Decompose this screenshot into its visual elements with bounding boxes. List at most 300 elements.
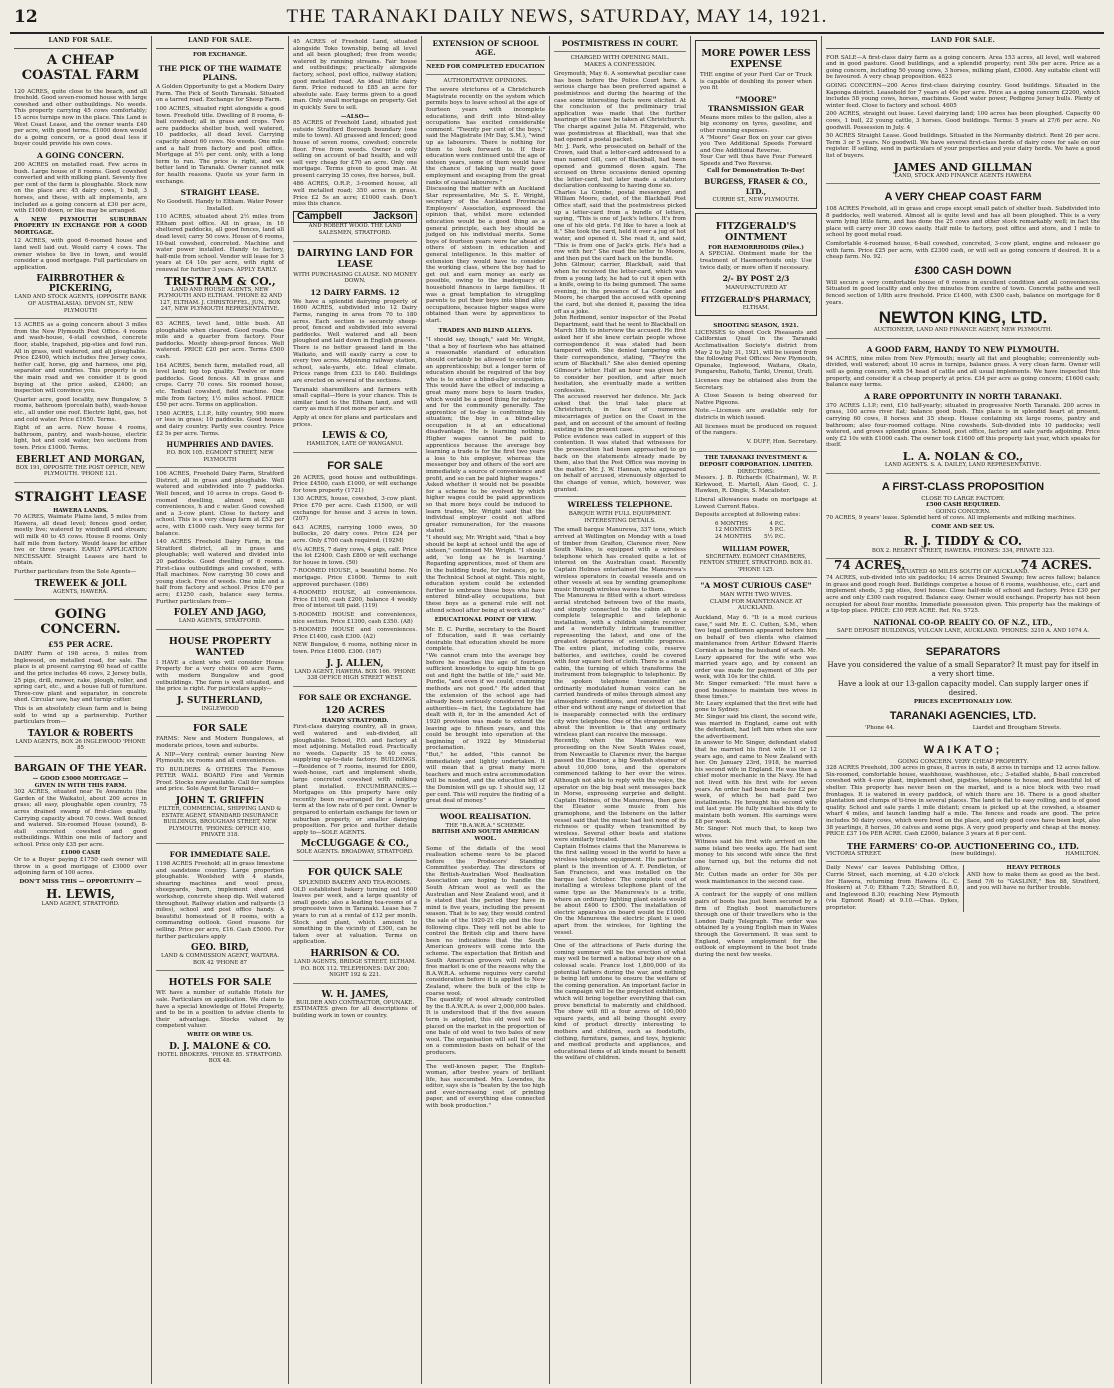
- agent-name: McCLUGGAGE & CO.,: [300, 839, 410, 850]
- ad-heading: FITZGERALD'S OINTMENT: [715, 220, 797, 243]
- article-paragraph: Mr. Cutten made an order for 30s per week maintenance in the second case.: [695, 872, 817, 885]
- agent-name: FAIRBROTHER & PICKERING,: [36, 274, 125, 295]
- agent-address: LAND & COMMISSION AGENT, WAITARA. BOX 42 'PHONE 87: [161, 953, 279, 966]
- ad-block: [156, 468, 284, 629]
- divider: [426, 1060, 545, 1061]
- agent-address: Liardet and Brougham Streets.: [972, 725, 1062, 732]
- column-6: [691, 36, 822, 1384]
- ad-paragraph: Will secure a very comfortable house of 6 rooms in excellent condition and all conveniences. Situated in good locality and only five minutes from centre of town. Concrete paths and well fenced section of 1/8th acre freehold. Price £1400, with £300 cash, balance on mortgage for 8 years.: [826, 279, 1100, 306]
- article-paragraph: "I should say, though," said Mr. Wright, "that a boy of fourteen who has attained a reasonable standard of education should certainly be allowed to enter into an apprenticeship; but a longer term of education should be required of the boy who is to enter a blind-alley occupation. This would have the effect of inducing a great many more boys to learn trades, which would be a good thing for industry and for the community generally. The apprentice of to-day is confronting his situation; the boy in a blind-alley occupation is at an educational disadvantage. He is learning nothing. Higher wages cannot be paid to apprentices because the average boy learning a trade is for the first two years a loss to his employer, whereas the messenger boy and others of the sort are immediately a source of convenience and profit, and so can be paid higher wages.": [426, 337, 545, 482]
- ad-paragraph: Further particulars from the Sole Agents—: [14, 569, 137, 576]
- rate-term: 24 MONTHS: [715, 533, 752, 540]
- ad-paragraph: Licenses may be obtained also from the Secretary.: [695, 378, 817, 391]
- ad-paragraph: 70 ACRES, Waimate Plains land, 5 miles from Hawera, all dead level; fences good order, mostly live; watered by windmill and stream; will milk 40 to 45 cows. House 8 rooms. Only half mile from factory. Would lease for either two or three years. EARLY APPLICATION NECESSARY. Straight Leases are hard to obtain.: [14, 514, 147, 567]
- ad-subheading: "MOORE" TRANSMISSION GEAR: [707, 94, 805, 113]
- ad-heading: FOR SALE OR EXCHANGE.: [298, 692, 412, 702]
- column-4: [422, 36, 550, 1384]
- article-subheadline: MAKES A CONFESSION.: [584, 61, 656, 68]
- section-heading: LAND FOR SALE.: [156, 36, 284, 49]
- ad-subheading: FOR HAEMORRHOIDS (Piles.): [708, 244, 804, 251]
- ad-block: [826, 339, 1100, 474]
- ad-paragraph: 74 ACRES, sub-divided into six paddocks; 14 acres Drained Swamp; few acres fallow; balance in grass and good rough feed. Buildings comprise a house of 6 rooms, washhouse, etc., cart and implement sheds, 3 pig sties, fowl house. Close half-mile of school and factory. Price £30 per acre and only £300 cash required. Balance easy. Owner would exchange. Property has not been occupied for about four months. Immediate possession given. This property has the makings of a tip-top place. PRICE: £30 PER ACRE. Ref. No. 5725.: [826, 575, 1100, 615]
- article-paragraph: Recently, when the Manurewa was proceeding on the New South Wales coast, from Newcastle to Clarence river, the barque passed the Eleanor, a big Swedish steamer of about 10,000 tons, and the operators commenced talking to her over the wires. Although not able to reply with the voice, the operator on the big boat sent messages back in Morse, expressing surprise and delight. Captain Holmes, of the Manurewa, then gave the Eleanor some music from his gramophone, and the listeners on the latter vessel said that the music had lost none of its richness or quality when transmitted by wireless. Several other boats and stations were similarly treated.: [554, 738, 686, 844]
- divider: [554, 51, 686, 52]
- agent-name: JAMES AND GILLMAN: [893, 160, 1033, 174]
- ad-block: [826, 559, 1100, 639]
- ad-block: [156, 630, 284, 718]
- ad-block: [293, 36, 417, 242]
- ad-heading: BARGAIN OF THE YEAR.: [14, 762, 147, 774]
- agent-address: LAND AGENT, HAWERA. BOX 166. 'PHONE 338 OFFICE HIGH STREET WEST.: [294, 668, 416, 682]
- petrol-ad: [963, 865, 1100, 911]
- column-1: [10, 36, 152, 1384]
- rate-term: 12 MONTHS: [715, 527, 752, 534]
- ad-paragraph: 106 ACRES, Freehold Dairy Farm, Stratford District, all in grass and ploughable. Well watered and subdivided into 7 paddocks. Well fenced, and 10 acres in crops. Good 6-roomed dwelling, almost new, all conveniences, h and c water. Good cowshed and a 3-cow plant. Close to factory and school. This is a very cheap farm at £52 per acre, with £1000 cash. Very easy terms for balance.: [156, 471, 284, 537]
- ad-subheading: DIRECTORS:: [737, 468, 775, 475]
- ad-paragraph: AND how to make them as good as the best. Send 7/6 to "GASLINE," Box 88, Stratford, and you will have no further trouble.: [967, 871, 1100, 892]
- ad-heading: A VERY CHEAP COAST FARM: [884, 191, 1042, 204]
- ad-block: [293, 687, 417, 861]
- article-paragraph: Mr. J. Park, who prosecuted on behalf of the Crown, said that a letter-card addressed to a man named Gill, care of Blackball, had been opened and gummed down again. The accused on three occasions denied opening the letter-card, but later made a statutory declaration confessing to having done so.: [554, 143, 686, 190]
- agent-phone: 'Phone 44.: [864, 725, 895, 732]
- rate-row: [715, 527, 785, 534]
- rate-value: 5½ P.C.: [763, 533, 785, 540]
- divider: [426, 60, 545, 61]
- ad-paragraph: DAIRY Farm of 198 acres, 5 miles from Inglewood, on metalled road, for sale. The place is at present carrying 60 head of cattle and the price includes 46 cows, 2 Jersey bulls, 25 pigs, drill, mower, rake, plough, roller, and spring cart, etc., and a house full of furniture. Three-cow plant and separator, in concrete shed. Circular saw, hay and turnip cutter.: [14, 651, 147, 704]
- ad-block: [826, 474, 1100, 560]
- ad-heading: A RARE OPPORTUNITY IN NORTH TARANAKI.: [864, 391, 1062, 401]
- ad-paragraph: 63 ACRES, level land, little bush. All ploughable when cleared. Good roads. One mile and a quarter from factory. Four paddocks. Mostly sheep-proof fences. Well watered. PRICE £20 per acre. Terms £500 cash.: [156, 321, 284, 360]
- ad-paragraph: 328 ACRES Freehold, 300 acres in grass, 8 acres in oats, 8 acres in turnips and 12 acres fallow. Six-roomed, comfortable house, washhouse, washhouse, etc.; 3-stalled stable, 8-bail concreted cowshed with 4-cow plant, implement shed, pigsties, telephone to house, and beautiful lot of shelter. This property has never been on the market, and is a nice block with two road frontages. It is watered in every paddock, of which there are 16. There is a good shelter plantation and clumps of ti-tree in several places. The land is flat to easy rolling, and is of good quality. School and sale yards 1 mile distant; cream is picked up at the cowshed, a steamer wharf 4 miles, and launch landing half a mile. The fences and roads are good. The price includes 50 dairy cows, which were bred on the place, and only good cows have been kept, also 38 yearlings, 8 horses, 36 calves and some pigs. A very good property and cheap at the money. PRICE £37 10s PER ACRE. Cash £2000, balance 3 years at 6 per cent.: [826, 765, 1100, 838]
- ad-subheading: GOING CONCERN.: [935, 508, 991, 515]
- ad-text: [14, 86, 147, 320]
- ad-block: [14, 483, 147, 601]
- ad-block: [14, 757, 147, 912]
- agent-name: TREWEEK & JOLL: [34, 578, 127, 589]
- ad-subheading: COME AND SEE US.: [931, 523, 995, 530]
- agent-address: ELTHAM.: [742, 304, 770, 311]
- ad-paragraph: First-class dairying country, all in grass, well watered and sub-divided, all ploughable. School, P.O. and factory at most adjoining. Metalled road. Practically no weeds. Capacity 35 to 40 cows, supplying up-to-date factory. BUILDINGS.—Residence of 7 rooms, insured for £800, wash-house, cart and implement sheds, large concreted cowshed with milking plant installed. ENCUMBRANCES.—Mortgages on this property have only recently been re-arranged for a lengthy term at the low rate of 6 per cent. Owner is prepared to entertain exchange for town or suburban property, or smaller dairying proposition. For price and further details apply to—SOLE AGENTS.: [293, 724, 417, 836]
- agent-address: SECRETARY. EGMONT CHAMBERS, FENTON STREET, STRATFORD. BOX 81. 'PHONE 125.: [699, 553, 813, 573]
- ad-heading: GOING CONCERN.: [40, 607, 121, 638]
- column-5: [550, 36, 691, 1384]
- ad-paragraph: No Goodwill. Handy to Eltham. Water Power Installed.: [156, 199, 284, 212]
- divider: [554, 939, 686, 940]
- ad-paragraph: 370 ACRES L.I.P.; rent, £10 half-yearly; situated in progressive North Taranaki. 200 acres in grass, 100 acres river flat; balance good bush. This place is in splendid heart at present, carrying 60 cows, 8 horses and 35 sheep. House containing six large rooms, pantry and bathroom; also four-roomed cottage. Nine cowsheds. Sub-divided into 10 paddocks; well watered, and grows splendid grass. School, post office, factory and sale yards adjoining. Price only £2 10s with £1000 cash. The owner took £1600 off this property last year, which speaks for itself.: [826, 402, 1100, 449]
- ad-heading: A FIRST-CLASS PROPOSITION: [881, 480, 1045, 493]
- article-paragraph: The Manurewa is fitted with a short wireless aerial stretched between two of the masts, and simply connected to the cabin aft is a complete telegraphic and telephonic installation, with a childish simple receiver and a wonderfully intricate transmitter, representing the latest, and one of the greatest departures of scientific progress. The entire plant, including coils, reserve batteries, and switches, could be covered with four square feet of cloth. There is a small cabin, the turning of which transforms the instrument from telegraphic to telephonic. By the spoken telephone transmitter an ordinarily modulated human voice can be carried hundreds of miles through almost any atmospheric conditions, and received at the other end without any range of distortion that is inseparably connected with the ordinary city wire telephone. One of the strangest facts about the invention is that any ordinary wireless plant can receive the message.: [554, 593, 686, 738]
- ad-paragraph: Quarter acre, good locality, new Bungalow, 5 rooms, bathroom (porcelain bath), wash-house etc., all under one roof. Electric light, gas, hot and cold water. Price £1650. Terms.: [14, 396, 147, 423]
- ad-block: [14, 319, 147, 482]
- ad-heading: FOR SALE: [192, 723, 248, 735]
- ad-paragraph: 110 ACRES, situated about 2½ miles from Eltham post office. All in grass, in 16 sheltered paddocks, all good fences, land all dead level; carry 50 cows. House of 6 rooms, 10-bail cowshed, concreted. Machine and water power installed. Handy to factory, half-mile from school. Vendor will lease for 3 years at £4 10s per acre, with right of renewal for further 3 years. APPLY EARLY.: [156, 214, 284, 274]
- article-paragraph: Mr. Singer said his client, the second wife, was married in England, came out with the defendant, had left him when she saw the advertisement.: [695, 713, 817, 740]
- ad-subheading: GIVEN IN WITH THIS FARM.: [34, 782, 127, 789]
- agent-address: HAMILTON.: [1065, 850, 1100, 857]
- agent-address: LAND, STOCK AND FINANCE AGENTS HAWERA: [894, 172, 1032, 179]
- ad-heading: 120 ACRES: [324, 704, 386, 716]
- ad-paragraph: I HAVE a client who will consider House Property for a very choice 60 acre Farm, with modern Bungalow and good outbuildings. The farm is well situated, and the price is right. For particulars apply—: [156, 659, 284, 693]
- ad-block: [293, 242, 417, 453]
- ad-paragraph: 100 ACRES, situated right alongside a good town. Freehold title. Dwelling of 8 rooms, 6-bail cowshed; all in grass and crops. Two acre paddocks shelter bush, well watered, 10 paddocks, all dead level. Carrying capacity about 60 cows. No weeds. One mile and a half from factory and post office. Mortgage at 5½ per cent. only, with a long term to run. The price is right, and we better land in Taranaki. Owner cannot milk for health reasons. Quote us your farm in exchange.: [156, 105, 284, 185]
- agent-address: SOLE AGENTS. BROADWAY, STRATFORD.: [296, 849, 414, 856]
- ad-paragraph: We have a splendid dairying property of 1600 ACRES, subdivided into 12 Dairy Farms, ranging in area from 70 to 180 acres. Each section is securely sheep-proof, fenced and subdivided into several paddocks. Well watered and all been ploughed and laid down in English grasses. There is no better grassed land in the Waikato, and will easily carry a cow to every two acres. Adjoining railway station, school, sale-yards, etc. Ideal climate. Prices range from £33 to £40. Buildings are erected on several of the sections.: [293, 298, 417, 384]
- ad-block: [695, 320, 817, 452]
- article-headline: EXTENSION OF SCHOOL AGE.: [432, 39, 539, 57]
- ad-heading: STRAIGHT LEASE: [14, 489, 147, 505]
- ad-paragraph: A NEW PLYMOUTH SUBURBAN PROPERTY IN EXCHANGE FOR A GOOD MORTGAGE.: [14, 216, 147, 236]
- divider: [426, 74, 545, 75]
- agent-name: L. A. NOLAN & CO.,: [902, 449, 1024, 463]
- article-subheadline: CLAIM FOR MAINTENANCE AT AUCKLAND.: [709, 598, 803, 612]
- agent-name: BURGESS, FRASER & CO., LTD.,: [704, 177, 808, 197]
- agent-address: LAND AGENTS, BRIDGE STREET, ELTHAM. P.O. BOX 112. TELEPHONES: DAY 200; NIGHT 192 & 221.: [294, 958, 416, 979]
- article-paragraph: Greymouth, May 6. A somewhat peculiar case has been before the Police Court here. A serious charge has been preferred against a postmistress and during the hearing of the case some interesting facts were elicited. At the conclusion of the preliminary trial application was made that the further hearings of the case be taken at Christchurch. The charge against Julia M. Fitzgerald, who was postmistress at Blackball, was that she had opened a postal packet.: [554, 71, 686, 144]
- ad-paragraph: 302 ACRES, situated near Te Awamutu (the Garden of the Waikato), about 200 acres in grass; all easy, ploughable open country, 75 acres drained swamp of first-class quality. Carrying capacity about 70 cows. Well fenced and watered. Six-roomed House (sound), 8-stall concreted cowshed and good outbuildings. Within one mile of factory and school. Price only £35 per acre.: [14, 789, 147, 848]
- ad-paragraph: A Golden Opportunity to get a Modern Dairy Farm. The Pick of South Taranaki. Situated on a tarred road. Exchange for Sheep Farm.: [156, 84, 284, 104]
- agent-address: AUCTIONEER, LAND AND FINANCE AGENT, NEW PLYMOUTH.: [873, 327, 1053, 334]
- article-paragraph: Discussing the matter with an Auckland Star representative, Mr. S. E. Wright, secretary of the Auckland Provincial Employers' Association, expressed the opinion that, whilst more extended education would be a good thing as a general principle, each boy should be judged on his individual merits. Some boys of fourteen years were far ahead of others of sixteen in education and general intelligence. In this matter of extension they would have to consider the working class, where the boy had to get out and earn money as early as possible, owing to the inadequacy of household finances in large families. It was a great temptation to struggling parents to put their boys into blind alley occupations, because higher wages were obtained than were by apprentices to start.: [426, 186, 545, 324]
- notice-paragraph: Daily News' car leaves Publishing Office, Currie Street, each morning, at 4.20 o'clock for Hawera, returning from Hawera (L. C. Hoskern) at 7.0; Eltham 7.25; Stratford 8.0, and Inglewood 8.30; reaching New Plymouth (via Egmont Road) at 9.10.—Chas. Dykes, proprietor.: [826, 865, 959, 911]
- ad-block: [156, 844, 284, 971]
- ad-subheading: HAWERA LANDS.: [53, 507, 108, 514]
- ad-heading: HOUSE PROPERTY WANTED: [168, 635, 272, 658]
- article-paragraph: Some of the details of the wool realisation scheme were to be placed before the Producers' Standing Committee yesterday. The directors of the British-Australian Wool Realisation Association are hoping to handle the South African wool as well as the Australian and New Zealand wool, and it is stated that the period they have in mind is five years, including the present season. That is to say, they would control the sale of the 1920-21 clip and the four following clips. They will not be able to control the British clip and there have been no indications that the South American growers will come into the scheme. The expectation that British and South American growers will retain a free market is one of the reasons why the B.A.W.R.A. scheme requires very careful consideration before it is applied to New Zealand, where the bulk of the clip is coarse wool.: [426, 845, 545, 997]
- article-paragraph: The severe strictures of a Christchurch Magistrate recently on the system which permits boys to leave school at the age of fourteen years with incomplete educations, and drift into blind-alley occupations has excited considerable comment. "Twenty per cent of the boys," said the Magistrate (Mr Day, S.M.), "wind up as labourers. There is nothing for them to look forward to. If their education were continued until the age of sixteen years, some of them would have the chance of taking up really good employment and escaping from the great ranks of casual labourers.": [426, 87, 545, 186]
- ad-paragraph: 1560 ACRES, L.I.P., hilly country, 900 more or less in grass; 10 paddocks. Good houses and dairy country. Partly ewe country. Price £2 5s per acre. Terms.: [156, 410, 284, 437]
- ad-heading: WAIKATO;: [923, 743, 1003, 756]
- columns: [10, 36, 1104, 1384]
- agent-name: JOHN T. GRIFFIN: [175, 796, 265, 807]
- agent-name: NEWTON KING, LTD.: [878, 308, 1048, 328]
- ad-paragraph: A NIP—Very central; owner leaving New Plymouth; six rooms and all conveniences.: [156, 751, 284, 765]
- agent-address: P.O. BOX 105. EGMONT STREET, NEW PLYMOUTH: [166, 450, 274, 463]
- article-paragraph: In answer to Mr. Singer, defendant stated that he married his first wife 11 or 12 years ago, and came to New Zealand with her. On January 23rd, 1918, he married his second wife in England. He was then a chief motor mechanic in the Navy. He had not lived with his first wife for seven years. An order had been made for £2 per week, of which he had paid two installments. He brought his second wife out last year. He fully realised his duty to maintain both women. His earnings were £8 per week.: [695, 740, 817, 826]
- ad-heading: A CHEAP COASTAL FARM: [21, 52, 140, 83]
- ad-subheading: 12 DAIRY FARMS. 12: [310, 287, 400, 297]
- article-subheadline: BRITISH AND SOUTH AMERICAN WOOL.: [431, 829, 540, 842]
- ad-paragraph: 200 ACRES on metalled road. Few acres in bush. Large house of 8 rooms. Good cowshed converted and with milking plant. Seventy five per cent of the farm is ploughable. Stock now on the place are: 45 dairy cows, 1 bull, 3 horses, and these, with all implements, are included as a going concern at £30 per acre, with £1000 down, or like may be arranged.: [14, 161, 147, 215]
- article-paragraph: John Gilmour, carrier, Blackball, said that when he received the letter-card, which was from a young lady, he had to cut it open with a knife, owing to its being gummed. The same evening, in the presence of La Combe and Moore, he charged the accused with opening the card, but she denied it, passing the idea off as a joke.: [554, 262, 686, 315]
- agent-address: BOX 191, OPPOSITE THE POST OFFICE, NEW PLYMOUTH. 'PHONE 121.: [15, 464, 146, 478]
- article-paragraph: The accused reserved her defence. Mr. Jack asked that the trial take place at Christchurch, in face of numerous miscarriages of justice on the Coast in the past, and on account of the amount of feeling existing in the present case.: [554, 394, 686, 434]
- agent-name: H. LEWIS,: [46, 887, 115, 902]
- article-paragraph: Captain Holmes claims that the Manurewa is the first sailing vessel in the world to have a wireless telephone equipment. His particular plant is the invention of A. F. Pendleton, of San Francisco, and was installed on the barque last October. The complete cost of installing a wireless telephone plant of the same type as the Manurewa's is a trifle, where an ordinary lighting plant exists would be about £400 to £500. The installation of electric apparatus on board would be £1000. On the Manurewa the electric plant is used apart from the wireless, for lighting the vessel.: [554, 843, 686, 936]
- ad-paragraph: 85 ACRES of Freehold Land, situated just outside Stratford Borough boundary (one mile to town). All grassed and fenced; good house of seven rooms, cowshed; concrete floor. Free from weeds. Owner is only selling on account of bad health, and will sell very cheap for £70 an acre. Only one mortgage. Terms given to good man. At present carrying 35 cows, five horses, bull.: [293, 120, 417, 179]
- ad-paragraph: 50 ACRES Straight Lease. Good buildings. Situated in the Normanby district. Rent 26 per acre. Term 3 or 5 years. No goodwill. We have several first-class herds of dairy cows for sale on our register. If selling, send in particulars of your properties and your dairy herds. We have a good list of buyers.: [826, 133, 1100, 159]
- agent-address: LAND AND STOCK AGENTS, (OPPOSITE BANK OF AUSTRALASIA). DEVON ST., NEW PLYMOUTH: [14, 294, 147, 314]
- agent-name: LEWIS & CO,: [321, 431, 388, 442]
- ad-paragraph: 108 ACRES Freehold, all in grass and crops except small patch of shelter bush. Subdivided into 8 paddocks, well watered. Almost all is quite level and has all been ploughed. This is a very warm lying little farm, and has done the 25 cows and other stock remarkably well; in fact the place will carry over 30 cows easily. Half mile to factory, post office and store, and 1 mile to school by good metal road.: [826, 206, 1100, 239]
- article-paragraph: Mr. E. C. Purdie, secretary to the Board of Education, said it was certainly desirable that education should be more complete.: [426, 626, 545, 653]
- ad-paragraph: GOING CONCERN—200 Acres first-class dairying country. Good buildings. Situated in the Kaponga district. Leasehold for 7 years at 40s per acre. Price as a going concern £2200, which includes 58 young cows, horses, machines. Good water power, Pedigree Jersey bulls. Plenty of winter feed. Close to factory and school. 4605: [826, 82, 1100, 109]
- article-subheadline: EDUCATIONAL POINT OF VIEW.: [434, 617, 537, 624]
- agent-name: FITZGERALD'S PHARMACY,: [700, 294, 812, 304]
- article-paragraph: Mr. Singer remarked: "He must have a good business to maintain two wives in these times.": [695, 681, 817, 701]
- ad-subheading: £55 PER ACRE.: [48, 640, 113, 650]
- moore-gear-ad: [695, 40, 817, 209]
- ad-paragraph: Taranaki sharemilkers and farmers with small capital—Here is your chance. This is similar land to the Eltham land, and will carry as much if not more per acre.: [293, 386, 417, 413]
- article-headline: WOOL REALISATION.: [439, 811, 532, 821]
- agent-name: J. J. ALLEN,: [326, 658, 384, 669]
- ad-paragraph: 164 ACRES, bench farm, metalled road, all level land; top top quality. Twelve or more paddocks. Good fences. All in grass and crops. Carry 70 cows. Six roomed house, etc. Tenbail cowshed, field machine. One mile from factory, 1½ miles school. PRICE £50 per acre. Terms on application.: [156, 362, 284, 409]
- ad-paragraph: 45 ACRES of Freehold Land, situated alongside Toko township, being all level and all been ploughed; free from weeds; watered by running streams. Fair house and outbuildings; practically alongside factory, school, post office, railway station; good metalled road. An ideal little dairy farm. Price reduced to £85 an acre for absolute sale. Easy terms given to a good man. Only small mortgage on property. Get in quickly. Sure to sell.: [293, 39, 417, 111]
- ad-block: [293, 453, 417, 687]
- article-paragraph: Witness said his first wife arrived on the same island two weeks ago. He had sent money to his second wife since the first one turned up, but the returns did not allow.: [695, 839, 817, 872]
- ad-heading: MORE POWER LESS EXPENSE: [701, 48, 811, 70]
- agent-name: TARANAKI AGENCIES, LTD.: [889, 710, 1037, 723]
- column-7: [822, 36, 1104, 1384]
- ad-paragraph: 70 ACRES, 9 years' lease. Splendid herd of cows. All implements and milking machines.: [826, 515, 1076, 522]
- agent-address-row: [826, 725, 1100, 732]
- ad-paragraph: 643 ACRES, carrying 1000 ewes, 50 bullocks, 20 dairy cows. Price £24 per acre. Only £700 cash required. (192M): [293, 524, 417, 545]
- article-headline: POSTMISTRESS IN COURT.: [561, 39, 679, 48]
- masthead: [10, 6, 1104, 34]
- ad-paragraph: Note.—Licenses are available only for districts in which issued.: [695, 408, 817, 421]
- rate-value: 4 P.C.: [769, 520, 785, 527]
- ad-block: [293, 984, 417, 1026]
- divider: [554, 496, 686, 497]
- article-paragraph: Mr. Leary explained that the first wife had gone to Sydney.: [695, 700, 817, 714]
- ad-block: [826, 639, 1100, 736]
- agent-name: NATIONAL CO-OP. REALTY CO. OF N.Z., LTD.,: [873, 617, 1053, 627]
- ad-paragraph: 5-ROOMED HOUSE and conveniences, nice section. Price £1300, cash £350. (A8): [293, 611, 417, 625]
- article-subheadline: BARQUE WITH FULL EQUIPMENT.: [568, 511, 672, 518]
- ad-subheading: HANDY STRATFORD.: [321, 717, 389, 724]
- ad-heading: HEAVY PETROLS: [1006, 865, 1061, 872]
- ad-paragraph: WE have a number of suitable Hotels for sale. Particulars on application. We claim to have a special knowledge of Hotel Property, and to be in a position to advise clients to their advantage. Stocks valued by competent valuer.: [156, 990, 284, 1030]
- agent-address: AND ROBERT WOOD. THE LAND SALESMEN, STRATFORD.: [308, 223, 402, 237]
- agent-name: HARRISON & CO.: [310, 948, 400, 959]
- agent-address: CURRIE ST., NEW PLYMOUTH.: [712, 197, 800, 204]
- signature: V. DUFF, Hon. Secretary.: [746, 438, 817, 445]
- ad-paragraph: 120 ACRES, quite close to the beach, and all freehold. Good seven-roomed house with large cowshed and other outbuildings. No weeds. This property carrying 45 cows comfortably; 15 acres turnips now in the place. This Land is West Coast Lease, and the owner wants £40 per acre, with good terms. £1000 down would do a going concern, or a good deal less if buyer could provide his own cows.: [14, 88, 147, 148]
- section-heading: LAND FOR SALE.: [14, 36, 147, 49]
- agent-name: Jackson: [372, 210, 413, 222]
- ad-paragraph: Means more miles to the gallon, also a big economy on tyres, gasoline, and other running expenses.: [700, 114, 812, 134]
- agent-address: INGLEWOOD: [201, 705, 239, 712]
- ad-heading: 74 ACRES.: [834, 558, 906, 573]
- rate-term: 6 MONTHS: [715, 520, 748, 527]
- agent-name: D. J. MALONE & CO.: [169, 1041, 271, 1052]
- ad-paragraph: 200 ACRES, straight out lease. Level dairying land; 100 acres has been ploughed. Capacity 60 cows, 1 bull, 22 young cattle, 3 horses. Good buildings. Terms: 5 years at 27/6 per acre. No goodwill. Possession in July. 4: [826, 111, 1100, 131]
- article-paragraph: Charles La Combe, postal messenger, and William Moore, cadet, of the Blackball Post Office staff, said that the postmistress picked up a letter-card from a bundle of letters, saying, "This is one of Jack's letters. It's from one of his old girls. I'd like to have a look at it." She took the card, held it over a jug of hot water, and opened it. She read it, and said, "This is from one of Jack's girls. He's had a row with her." She read the letter to Moore, and then put the card back on the bundle.: [554, 189, 686, 262]
- ad-subheading: GOING CONCERN. VERY CHEAP PROPERTY.: [897, 758, 1029, 765]
- ad-subheading: DON'T MISS THIS — OPPORTUNITY —: [19, 878, 142, 885]
- rate-row: [715, 534, 785, 541]
- ad-heading: DAIRYING LAND FOR LEASE: [296, 247, 414, 270]
- ad-subheading: £1000 CASH: [60, 850, 101, 857]
- article-paragraph: Police evidence was called in support of this contention. It was stated that witnesses for the prosecution had been approached to go back on the statements already made by them, also that the Post Office was moving in the matter. Mr. J. W. Hannan, who appeared on behalf of accused, strenuously objected to the change of venue, which, however, was granted.: [554, 433, 686, 493]
- article-paragraph: Asked whether it would not be possible for a scheme to be evolved by which higher wages could be paid apprentices so that more boys could be induced to learn trades, Mr. Wright said that the individual employer could not afford greater remuneration, for the reasons stated.: [426, 482, 545, 535]
- article-paragraph: "I should say, Mr. Wright said, "that a boy should be kept at school until the age of sixteen," continued Mr. Wright. "I should add, 'so long as he is learning.' Regarding apprentices, most of them are in the building trade, for instance, go to the Technical School at night. This night, education system could be extended further to embrace those boys who have entered blind-alley occupations, but these boys as a general rule will not attend school after being at work all day.": [426, 534, 545, 614]
- ad-paragraph: 4-ROOMED HOUSE, all conveniences. Price £1100, cash £200, balance 4 weekly free of interest till paid. (119): [293, 590, 417, 610]
- ad-paragraph: 7-ROOMED HOUSE, a beautiful home. No mortgage. Price £1600. Terms to suit approved purchaser. (186): [293, 568, 417, 588]
- column-2: [152, 36, 289, 1384]
- agent-address: (new buildings).: [950, 850, 997, 857]
- agent-address: LAND AGENTS, BOX 26 INGLEWOOD 'PHONE 85: [15, 738, 146, 752]
- ad-paragraph: FARMS: New and Modern Bungalows, at moderate prices, town and suburbs.: [156, 736, 284, 749]
- article: [695, 581, 817, 958]
- ad-subheading: —ALSO—: [340, 113, 370, 120]
- ad-block: [826, 737, 1100, 863]
- article-subheadline: NEED FOR COMPLETED EDUCATION: [426, 64, 545, 70]
- ad-heading: £300 CASH DOWN: [914, 264, 1012, 277]
- ad-paragraph: Eight of an acre. New house 4 rooms, bathroom, pantry, and wash-house, electric light, hot and cold water, two sections from town. Price £1000. Terms.: [14, 425, 147, 451]
- article-subheadline: THE "B.A.W.R.A." SCHEME.: [445, 822, 526, 829]
- ad-paragraph: 486 ACRES, O.R.P., 3-roomed house, all well metalled road; 350 acres in grass. Price £2 5s an acre; £1000 cash. Don't miss this chance.: [293, 181, 417, 208]
- ad-paragraph: 12 ACRES, with good 6-roomed house and land well laid out. Would carry 4 cows. The owner wishes to live in town, and would consider a good mortgage. Full particulars on application.: [14, 238, 147, 271]
- ad-paragraph: 6¼ ACRES, 7 dairy cows, 4 pigs, calf. Price the lot £2400. Cash £800 or will exchange for house in town. (50): [293, 546, 417, 566]
- agent-name: EBERLET AND MORGAN,: [16, 454, 145, 465]
- ad-paragraph: THE engine of your Ford Car or Truck is capable of doubling its power when you fit: [700, 72, 812, 92]
- agent-name: WILLIAM POWER,: [722, 544, 790, 553]
- ad-heading: 74 ACRES.: [1020, 558, 1092, 573]
- agent-address: LAND AGENTS. S. A. DAILEY, LAND REPRESENTATIVE.: [884, 461, 1042, 468]
- agent-address: BUILDER AND CONTRACTOR, OPUNAKE.: [295, 999, 415, 1006]
- agent-name: GEO. BIRD,: [190, 943, 250, 954]
- ad-subheading: SITUATED 40 MILES SOUTH OF AUCKLAND.: [896, 568, 1030, 575]
- ad-heading: FOR SALE: [327, 459, 383, 472]
- ad-paragraph: 26 ACRES, good house and outbuildings. Price £4500, cash £1000, or will exchange for town property (1721): [293, 474, 417, 494]
- ad-paragraph: TO BUILDERS & OTHERS The Famous PETER WALL BOARD Fire and Vermin Proof. Stocks now available. Call for samples and price. Sole Agent for Taranaki—: [156, 766, 284, 793]
- ad-subheading: £500 CASH REQUIRED.: [925, 502, 1001, 509]
- ad-subheading: SPLENDID BAKERY AND TEA-ROOMS.: [298, 880, 412, 886]
- ad-paragraph: Comfortable 4-roomed house, 6-bail cowshed, concreted, 3-cow plant, engine and releaser go with farm. Price £25 per acre, with £2300 cash, or will sell as going concern if desired. It is a cheap farm. No. 92.: [826, 241, 1100, 261]
- ad-block: [156, 717, 284, 844]
- ad-paragraph: NEW Bungalow, 6 rooms, nothing nicer in town. Price £1600. £300. (167): [293, 642, 417, 655]
- agent-address: LAND AGENTS, STRATFORD.: [178, 618, 262, 625]
- ad-block: [695, 452, 817, 578]
- ad-heading: THE PICK OF THE WAIMATE PLAINS.: [158, 64, 282, 83]
- ad-paragraph: Liberal allowances made on mortgage at Lowest Current Rates.: [695, 496, 817, 510]
- ad-heading: HOTELS FOR SALE: [168, 977, 272, 989]
- ad-paragraph: Apply at once for plans and particulars and prices.: [293, 414, 417, 428]
- ad-block: [293, 861, 417, 984]
- article-subheadline: TRADES AND BLIND ALLEYS.: [438, 327, 533, 334]
- rate-row: [715, 521, 785, 528]
- ad-paragraph: A SPECIAL Ointment made for the treatment of Haemorrhoids only. Use twice daily, or more often if necessary.: [700, 251, 812, 271]
- agent-address: SAFE DEPOSIT BUILDINGS, VULCAN LANE, AUCKLAND. 'PHONES: 3210 A. AND 1074 A.: [837, 627, 1089, 634]
- ad-paragraph: 13 ACRES as a going concern about 3 miles from the New Plymouth Post Office. 4 rooms and wash-house, 4-stall cowshed, concrete floor, stable, trapshed, pig-sties and fowl run. All in grass, well watered, and all ploughable. Price £2400, which includes five Jersey cows, heifer calf, horse, gig and harness, one pig, separator and sundries. This property is on the main road and we consider it is good buying at the price asked, £2400; an inspection will convince you.: [14, 322, 147, 395]
- ad-subheading: — GOOD £3000 MORTGAGE —: [32, 775, 129, 782]
- agent-address: LAND AND HOUSE AGENTS, NEW PLYMOUTH AND ELTHAM. 'PHONE 82 AND 127, ELTHAM. J. CHRISTOFFEL, JUN., BOX 247, NEW PLYMOUTH REPRESENTATIVE.: [158, 286, 282, 313]
- agent-name: R. J. TIDDY & CO.: [903, 533, 1023, 548]
- agent-address: LAND AGENT, STRATFORD.: [41, 901, 120, 908]
- ad-paragraph: All licenses must be produced on request of the rangers.: [695, 423, 817, 437]
- ad-subheading: PRICES EXCEPTIONALLY LOW.: [913, 699, 1013, 706]
- article-headline: "A MOST CURIOUS CASE": [700, 581, 812, 591]
- ad-paragraph: 140 ACRES Freehold Dairy Farm, in the Stratford district, all in grass and ploughable; well watered and divided into 20 paddocks. Good dwelling of 6 rooms. First-class outbuildings and cowshed, with Hall machines. Now carrying 50 cows and young stock. Free of weeds. One mile and a half from factory and school. Price £70 per acre; £1250 cash, balance easy terms. Further particulars from—: [156, 539, 284, 605]
- article-paragraph: One of the attractions of Paris during the coming summer will be the erection of what may well be termed a national bay show on a colossal scale. France lost 1,800,000 of its potential fathers during the war, and nothing is being left undone to ensure the welfare of the coming generation. An important factor in the campaign will be the projected exhibition, which will bring together everything that can prove beneficial to maternity and childhood. The show will fill a four acres of 100,000 square yards, and all being thought every kind of product directly interesting to mothers and children, such as foodstuffs, clothing, furniture, games, and toys, hygienic and medical products and appliances, and educational items of all kinds meant to benefit the welfare of children.: [554, 943, 686, 1062]
- agent-address: AGENTS, HAWERA.: [53, 588, 108, 595]
- agent-name: W. H. JAMES,: [321, 989, 389, 1000]
- ad-heading: THE TARANAKI INVESTMENT & DEPOSIT CORPORATION. LIMITED.: [699, 455, 813, 468]
- ad-paragraph: ESTIMATES given for all descriptions of building work in town or country.: [293, 1006, 417, 1019]
- ad-paragraph: This is an absolutely clean farm and is being sold to wind up a partnership. Further particulars from—: [14, 705, 147, 726]
- article-paragraph: "We cannot cram into the average boy before he reaches the age of fourteen sufficient knowledge to equip him to go out and fight the battle of life," said Mr. Purdie, "and even if we could, cramming methods are not good." He added that the extension of the school age had already been seriously considered by the authorities—in fact, the Legislature had dealt with it, for in the amended Act of 1920 provision was made to extend the leaving age to fifteen years, and this could be brought into operation at the beginning of 1922 by Ministerial proclamation.: [426, 653, 545, 752]
- agent-address: HOTEL BROKERS. 'PHONE 85. STRATFORD. BOX 48.: [157, 1051, 283, 1065]
- price-label: 2/- BY POST 2/3: [722, 274, 790, 284]
- article-paragraph: The quantity of wool already controlled by the B.A.W.R.A. is over 2,000,000 bales. It is understood that if the five season term is adopted, this old wool will be placed on the market in the proportion of one bale of old wool to two bales of new wool. The organisation will sell the wool on a commission basis on behalf of the producers.: [426, 997, 545, 1056]
- agent-name: THE FARMERS' CO-OP. AUCTIONEERING CO., LTD.: [847, 840, 1079, 851]
- ad-paragraph: Messrs. J. B. Richards (Chairman), W. P. Kirkwood, E. Martell, Alan Good, C. J. Hawken, R. Dingle, S. Macalister.: [695, 475, 817, 495]
- ad-subheading: A GOING CONCERN.: [36, 150, 124, 160]
- agent-address-row: [826, 851, 1100, 858]
- agent-name: J. SUTHERLAND,: [177, 695, 263, 706]
- ad-paragraph: Have you considered the value of a small Separator? It must pay for itself in a very short time.: [827, 661, 1099, 678]
- ad-paragraph: Have a look at our 13-gallon capacity model. Can supply larger ones if desired.: [837, 680, 1089, 697]
- ad-subheading: STRAIGHT LEASE.: [180, 188, 260, 198]
- article-paragraph: The well-known paper, The English-woman, after twelve years of brilliant life, has succumbed. Mrs. Lowndes, its editor, says she is "beaten by the too high and ever-increasing cost of printing paper, and of everything else connected with book production.": [426, 1063, 545, 1110]
- bottom-row: [826, 865, 1100, 911]
- ad-block: [14, 600, 147, 757]
- ad-paragraph: A Close Season is being observed for Native Pigeons.: [695, 393, 817, 406]
- agent-address: HAMILTON, LATE OF WANGANUI.: [306, 441, 404, 448]
- article-subheadline: CHARGED WITH OPENING MAIL.: [570, 55, 670, 61]
- ad-block: [826, 52, 1100, 185]
- ointment-ad: [695, 213, 817, 317]
- ad-block: [826, 184, 1100, 339]
- article-subheadline: MAN WITH TWO WIVES.: [719, 592, 793, 599]
- article-subheadline: INTERESTING DETAILS.: [584, 517, 656, 524]
- article-paragraph: The small barque Manurewa, 337 tons, which arrived at Wellington on Monday with a load of timber from Grafton, Clarence river, New South Wales, is equipped with a wireless telephone which has created quite a lot of interest on the Australian coast. Recently Captain Holmes entertained the Manurewa's wireless operators in coastal vessels and on other vessels at sea by sending gramophone music through wireless waves to them.: [554, 527, 686, 593]
- agent-name: TRISTRAM & CO.,: [164, 274, 276, 288]
- article-paragraph: A contract for the supply of one million pairs of boots has just been secured by a firm of English boot manufacturers through one of their travellers who is the London Daily Telegraph. The order was obtained by a young English man in Wales through the Government. It was sent to England, where employment for the outlook of employment in the boot trade during the next few weeks.: [695, 892, 817, 958]
- ad-subheading: CLOSE TO LARGE FACTORY.: [921, 495, 1005, 502]
- ad-paragraph: 1198 ACRES Freehold; all in grass limestone and sandstone country. Large proportion ploughable. Woolshed with 4 stands, shearing machines and wool press, sheepyards, barn, implement shed and workshop, concrete sheep dip. Well watered throughout. Railway station and railyards (3 miles), school and post office handy. A beautiful homestead of 8 rooms, with a commanding outlook. Good reasons for selling. Price per acre, £16. Cash £5000. For further particulars apply: [156, 861, 284, 940]
- article-paragraph: John Redmond, senior inspector of the Postal Department, said that he went to Blackball on March 18th to interview the accused. He first asked her if she knew certain people whose correspondence it was stated had been tampered with. She denied tampering with their correspondence, stating, "They're the scum of Blackball." She also denied opening Gilmour's letter. Half an hour was given her to consider her position, and after much hesitation, she eventually made a written confession.: [554, 315, 686, 394]
- ad-heading: FOR IMMEDIATE SALE.: [169, 850, 271, 860]
- rates-table: [695, 521, 817, 541]
- ad-subheading: WITH PURCHASING CLAUSE. NO MONEY DOWN.: [293, 271, 417, 285]
- ad-heading: A GOOD FARM, HANDY TO NEW PLYMOUTH.: [866, 344, 1060, 354]
- ad-paragraph: 130 ACRES, house, cowshed, 3-cow plant. Price £70 per acre. Cash £1500, or will exchange for house and 3 acres in town. (207): [293, 496, 417, 523]
- agent-banner: [293, 211, 417, 224]
- ad-paragraph: OLD established bakery turning out 1600 loaves per week, and a large quantity of small goods; also a leading tea-rooms of a progressive town in Taranaki. Lease has 7 years to run at a rental of £12 per month. Stock and plant, which amount to something in the vicinity of £300, can be taken over at valuation. Terms on application.: [293, 886, 417, 946]
- ad-block: [156, 58, 284, 318]
- section-heading: LAND FOR SALE.: [826, 36, 1100, 49]
- column-3: [289, 36, 422, 1384]
- ad-subheading: FOR EXCHANGE.: [192, 51, 248, 58]
- ad-block: [156, 318, 284, 468]
- newspaper-title: THE TARANAKI DAILY NEWS, SATURDAY, MAY 14, 1921.: [286, 6, 828, 27]
- ad-heading: SHOOTING SEASON, 1921.: [713, 323, 799, 330]
- agent-name: HUMPHRIES AND DAVIES.: [166, 440, 274, 450]
- ad-paragraph: 94 ACRES, nine miles from New Plymouth; nearly all flat and ploughable; conveniently sub-divided, well watered; about 10 acres in turnips, balance grass. A very clean farm. Owner will sell as going concern, with 54 head of cattle and all usual implements. We have inspected this property, and consider it a cheap property at price. £34 per acre as going concern; £1600 cash; balance easy terms.: [826, 355, 1100, 389]
- ad-paragraph: Or to a Buyer paying £1750 cash owner will throw in a good mortgage of £3000 over adjoining farm of 100 acres.: [14, 857, 147, 877]
- ad-subheading: WRITE OR WIRE US.: [187, 1031, 253, 1038]
- article-headline: WIRELESS TELEPHONE.: [567, 500, 673, 510]
- ad-block: [156, 971, 284, 1068]
- rate-value: 5 P.C.: [769, 527, 785, 534]
- article-paragraph: Mr. Singer: Not much that, to keep two wives.: [695, 826, 817, 839]
- ad-paragraph: 5-ROOMED HOUSE and conveniences. Price £1400, cash £300. (A2): [293, 627, 417, 640]
- agent-name: TAYLOR & ROBERTS: [27, 728, 134, 739]
- ad-paragraph: LICENSES to shoot Cock Pheasants and Californian Quail in the Taranaki Acclimatisation Society's district from May 2 to July 31, 1921, will be issued from the following Post Offices: New Plymouth, Opunake, Inglewood, Waitara, Okato, Pungarehu, Rahotu, Tariki, Urenui, Uruti.: [695, 329, 817, 376]
- agent-address: VICTORIA STREET.: [826, 850, 882, 857]
- article-paragraph: "But," he added, "this cannot be immediately and lightly undertaken. It will mean that a great many more teachers and much extra accommodation will be needed, and the education bill of the Dominion will go up. I should say, 12 per cent. This will require the finding of a great deal of money.": [426, 751, 545, 805]
- page-number: 12: [14, 7, 38, 27]
- ad-paragraph: A "Moore" Gear Box on your car gives you Two Additional Speeds Forward and One Additional Reverse.: [700, 134, 812, 154]
- ad-paragraph: FOR SALE—A first-class dairy farm as a going concern. Area 153 acres, all level, well watered and in good pasture. Good buildings, and a splendid property; rent 30s per acre. Price as a going concern, including 50 young cows, 3 horses, milking plant, £3000. Any suitable client will be favoured. A very cheap proposition. 4823: [826, 54, 1100, 81]
- article-paragraph: Auckland, May 6. "It is a most curious case," said Mr. E. C. Cutten, S.M., when two legal gentlemen appeared before him on behalf of two clients who claimed maintenance from Arthur Edward Harris Cornish as being the husband of each. Mr. Leary appeared for the wife who was married years ago, and by consent an order was made for payment of 30s per week, with 10s for the child.: [695, 615, 817, 681]
- divider: [695, 888, 817, 889]
- agent-name: FOLEY AND JAGO,: [173, 608, 267, 619]
- ad-heading: SEPARATORS: [925, 646, 1001, 659]
- agent-name: Campbell: [297, 210, 343, 222]
- divider: [426, 808, 545, 809]
